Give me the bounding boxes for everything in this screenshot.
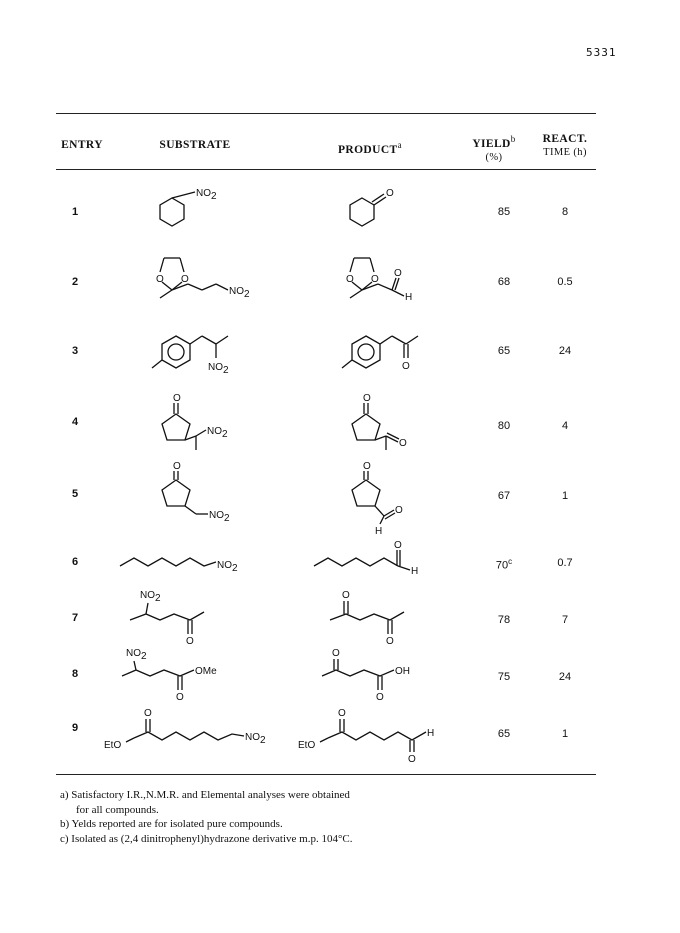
subscript-label: 2: [211, 191, 217, 202]
yield-footnote-mark: c: [508, 557, 513, 566]
oxygen-label: O: [338, 708, 346, 719]
yield-value: [484, 728, 524, 740]
nitro-label: NO: [245, 732, 260, 743]
entry-number: 9: [71, 722, 79, 734]
svg-text:NO2: [229, 286, 250, 300]
product-6-structure: [300, 530, 450, 582]
svg-text:NO2: [207, 426, 228, 440]
substrate-5-structure: [140, 458, 260, 530]
nitro-label: NO: [208, 362, 223, 373]
yield-number: 65: [497, 728, 511, 740]
yield-value: [484, 490, 524, 502]
entry-number: 3: [71, 345, 79, 357]
oxygen-label: O: [156, 274, 164, 285]
svg-text:NO2: [209, 510, 230, 524]
svg-text:NO2: [196, 188, 217, 202]
hydrogen-label: H: [427, 728, 435, 739]
reaction-time-value: 1: [561, 728, 569, 740]
svg-text:NO2: [208, 362, 229, 376]
yield-value: [484, 671, 524, 683]
yield-value: [484, 276, 524, 288]
nitro-label: NO: [140, 590, 155, 601]
yield-number: 85: [497, 206, 511, 218]
header-substrate-label: SUBSTRATE: [159, 139, 231, 151]
footnote-a: a) Satisfactory I.R.,N.M.R. and Elemental analyses were obtained: [60, 789, 350, 801]
oxygen-label: O: [332, 648, 340, 659]
ethoxy-label: EtO: [298, 740, 316, 751]
entry-number: 4: [71, 416, 79, 428]
subscript-label: 2: [260, 735, 266, 746]
oxygen-label: O: [399, 438, 407, 449]
oxygen-label: O: [402, 361, 410, 372]
svg-text:NO2: [245, 732, 266, 746]
subscript-label: 2: [222, 429, 228, 440]
oxygen-label: O: [173, 461, 181, 472]
reaction-time-value: 1: [561, 490, 569, 502]
oxygen-label: O: [186, 636, 194, 647]
oxygen-label: O: [363, 393, 371, 404]
oxygen-label: O: [173, 393, 181, 404]
oxygen-label: O: [394, 268, 402, 279]
product-9-structure: [296, 704, 466, 766]
header-entry-label: ENTRY: [61, 139, 103, 151]
hydrogen-label: H: [405, 292, 413, 303]
yield-value: [484, 206, 524, 218]
reaction-time-value: 7: [561, 614, 569, 626]
yield-number: 65: [497, 345, 511, 357]
substrate-8-structure: [110, 644, 260, 706]
substrate-1-structure: [140, 180, 260, 240]
footnotes: [60, 788, 580, 846]
table-top-rule: [56, 113, 596, 114]
nitro-label: NO: [209, 510, 224, 521]
svg-text:NO2: [140, 590, 161, 604]
yield-value: [484, 345, 524, 357]
subscript-label: 2: [223, 365, 229, 376]
yield-number: 80: [497, 420, 511, 432]
yield-number: 70: [495, 559, 509, 572]
nitro-label: NO: [207, 426, 222, 437]
header-product-label: PRODUCT: [337, 143, 398, 156]
hydrogen-label: H: [375, 526, 383, 537]
substrate-2-structure: [140, 244, 270, 314]
oxygen-label: O: [376, 692, 384, 703]
header-substrate: [140, 138, 250, 152]
footnote-b: b) Yelds reported are for isolated pure compounds.: [60, 818, 283, 830]
product-7-structure: [310, 586, 450, 648]
oxygen-label: O: [144, 708, 152, 719]
hydroxyl-label: OH: [395, 666, 410, 677]
header-time-unit: TIME (h): [543, 147, 587, 158]
header-time: [530, 132, 600, 160]
methoxy-label: OMe: [195, 666, 217, 677]
oxygen-label: O: [371, 274, 379, 285]
nitro-label: NO: [126, 648, 141, 659]
subscript-label: 2: [232, 563, 238, 574]
entry-number: 7: [71, 612, 79, 624]
footnote-c: c) Isolated as (2,4 dinitrophenyl)hydrazone derivative m.p. 104°C.: [60, 832, 353, 845]
yield-value: [484, 557, 524, 572]
substrate-3-structure: [140, 318, 260, 386]
entry-number: 2: [71, 276, 79, 288]
table-header-rule: [56, 169, 596, 170]
oxygen-label: O: [176, 692, 184, 703]
reaction-time-value: 4: [561, 420, 569, 432]
reaction-time-value: 24: [558, 671, 572, 683]
header-product: [315, 138, 425, 157]
reaction-time-value: 8: [561, 206, 569, 218]
svg-text:NO2: [126, 648, 147, 662]
subscript-label: 2: [155, 593, 161, 604]
entry-number: 6: [71, 556, 79, 568]
footnote-a-continuation: for all compounds.: [76, 803, 159, 816]
nitro-label: NO: [229, 286, 244, 297]
reaction-time-value: 0.5: [557, 276, 573, 288]
header-yield-label: YIELD: [472, 137, 511, 150]
oxygen-label: O: [363, 461, 371, 472]
oxygen-label: O: [386, 636, 394, 647]
header-product-footnote-mark: a: [397, 140, 403, 150]
nitro-label: NO: [196, 188, 211, 199]
subscript-label: 2: [224, 513, 230, 524]
entry-number: 5: [71, 488, 79, 500]
header-yield-footnote-mark: b: [510, 134, 516, 144]
table-bottom-rule: [56, 774, 596, 775]
ethoxy-label: EtO: [104, 740, 122, 751]
hydrogen-label: H: [411, 566, 419, 577]
yield-value: [484, 614, 524, 626]
oxygen-label: O: [408, 754, 416, 765]
yield-value: [484, 420, 524, 432]
header-yield: [464, 132, 524, 165]
header-time-label: REACT.: [542, 133, 588, 145]
product-3-structure: [330, 318, 450, 386]
subscript-label: 2: [141, 651, 147, 662]
product-2-structure: [330, 244, 440, 314]
header-yield-unit: (%): [485, 151, 503, 163]
nitro-label: NO: [217, 560, 232, 571]
reaction-time-value: 24: [558, 345, 572, 357]
yield-number: 68: [497, 276, 511, 288]
oxygen-label: O: [342, 590, 350, 601]
header-entry: [52, 138, 112, 152]
yield-number: 78: [497, 614, 511, 626]
oxygen-label: O: [395, 505, 403, 516]
product-1-structure: [330, 180, 430, 240]
page-number: 5331: [586, 46, 617, 59]
yield-number: 67: [497, 490, 511, 502]
substrate-7-structure: [110, 586, 250, 648]
product-5-structure: [330, 458, 430, 540]
entry-number: 8: [71, 668, 79, 680]
subscript-label: 2: [244, 289, 250, 300]
reaction-time-value: 0.7: [557, 557, 573, 569]
substrate-9-structure: [100, 704, 290, 754]
substrate-6-structure: [110, 538, 280, 582]
product-8-structure: [310, 644, 450, 706]
oxygen-label: O: [394, 540, 402, 551]
oxygen-label: O: [181, 274, 189, 285]
oxygen-label: O: [346, 274, 354, 285]
svg-text:NO2: [217, 560, 238, 574]
yield-number: 75: [497, 671, 511, 683]
oxygen-label: O: [386, 188, 394, 199]
entry-number: 1: [71, 206, 79, 218]
